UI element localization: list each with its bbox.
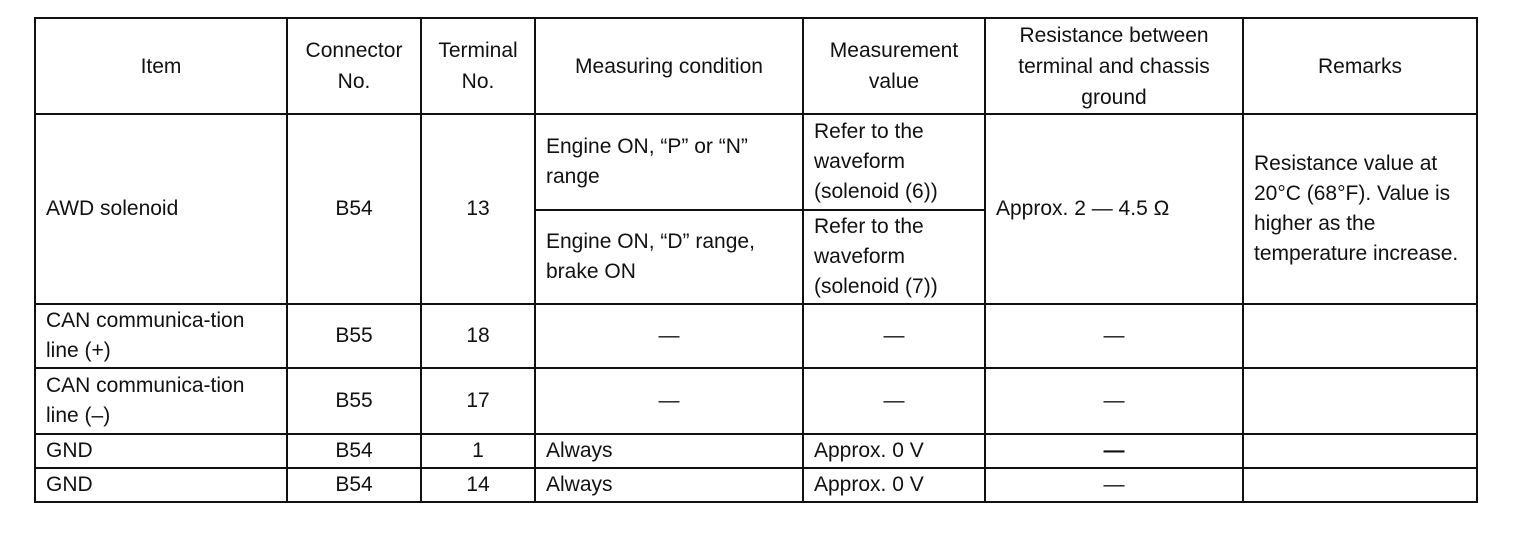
cell-condition: Engine ON, “P” or “N” range <box>535 114 803 210</box>
cell-remarks: Resistance value at 20°C (68°F). Value is higher as the temperature increase. <box>1243 114 1477 304</box>
cell-connector: B54 <box>287 114 421 304</box>
header-remarks: Remarks <box>1243 18 1477 114</box>
cell-measurement: Refer to the waveform (solenoid (6)) <box>803 114 985 210</box>
cell-resistance: — <box>985 434 1243 468</box>
cell-remarks <box>1243 368 1477 434</box>
cell-terminal: 13 <box>421 114 535 304</box>
terminal-spec-table <box>34 17 1478 503</box>
header-condition: Measuring condition <box>535 18 803 114</box>
cell-item: GND <box>35 434 287 468</box>
table-row-awd-1 <box>35 114 1477 210</box>
cell-measurement: Approx. 0 V <box>803 434 985 468</box>
cell-remarks <box>1243 434 1477 468</box>
cell-connector: B54 <box>287 434 421 468</box>
cell-resistance: — <box>985 468 1243 502</box>
cell-condition: Always <box>535 468 803 502</box>
table-row-gnd-2 <box>35 468 1477 502</box>
cell-condition: — <box>535 368 803 434</box>
cell-remarks <box>1243 468 1477 502</box>
cell-resistance: Approx. 2 — 4.5 Ω <box>985 114 1243 304</box>
cell-resistance: — <box>985 304 1243 368</box>
header-item: Item <box>35 18 287 114</box>
cell-connector: B54 <box>287 468 421 502</box>
header-connector: Connector No. <box>287 18 421 114</box>
header-measurement: Measurement value <box>803 18 985 114</box>
cell-item: GND <box>35 468 287 502</box>
table-row-can-minus <box>35 368 1477 434</box>
header-resistance: Resistance between terminal and chassis ground <box>985 18 1243 114</box>
cell-item: CAN communica-tion line (+) <box>35 304 287 368</box>
cell-measurement: — <box>803 368 985 434</box>
cell-condition: — <box>535 304 803 368</box>
cell-remarks <box>1243 304 1477 368</box>
cell-terminal: 1 <box>421 434 535 468</box>
cell-condition: Always <box>535 434 803 468</box>
cell-measurement: Approx. 0 V <box>803 468 985 502</box>
cell-connector: B55 <box>287 304 421 368</box>
cell-terminal: 14 <box>421 468 535 502</box>
cell-terminal: 17 <box>421 368 535 434</box>
table-row-gnd-1 <box>35 434 1477 468</box>
cell-condition: Engine ON, “D” range, brake ON <box>535 210 803 304</box>
cell-measurement: — <box>803 304 985 368</box>
header-terminal: Terminal No. <box>421 18 535 114</box>
cell-terminal: 18 <box>421 304 535 368</box>
cell-item: CAN communica-tion line (–) <box>35 368 287 434</box>
header-row <box>35 18 1477 114</box>
cell-measurement: Refer to the waveform (solenoid (7)) <box>803 210 985 304</box>
cell-item: AWD solenoid <box>35 114 287 304</box>
cell-resistance: — <box>985 368 1243 434</box>
cell-connector: B55 <box>287 368 421 434</box>
table-row-can-plus <box>35 304 1477 368</box>
